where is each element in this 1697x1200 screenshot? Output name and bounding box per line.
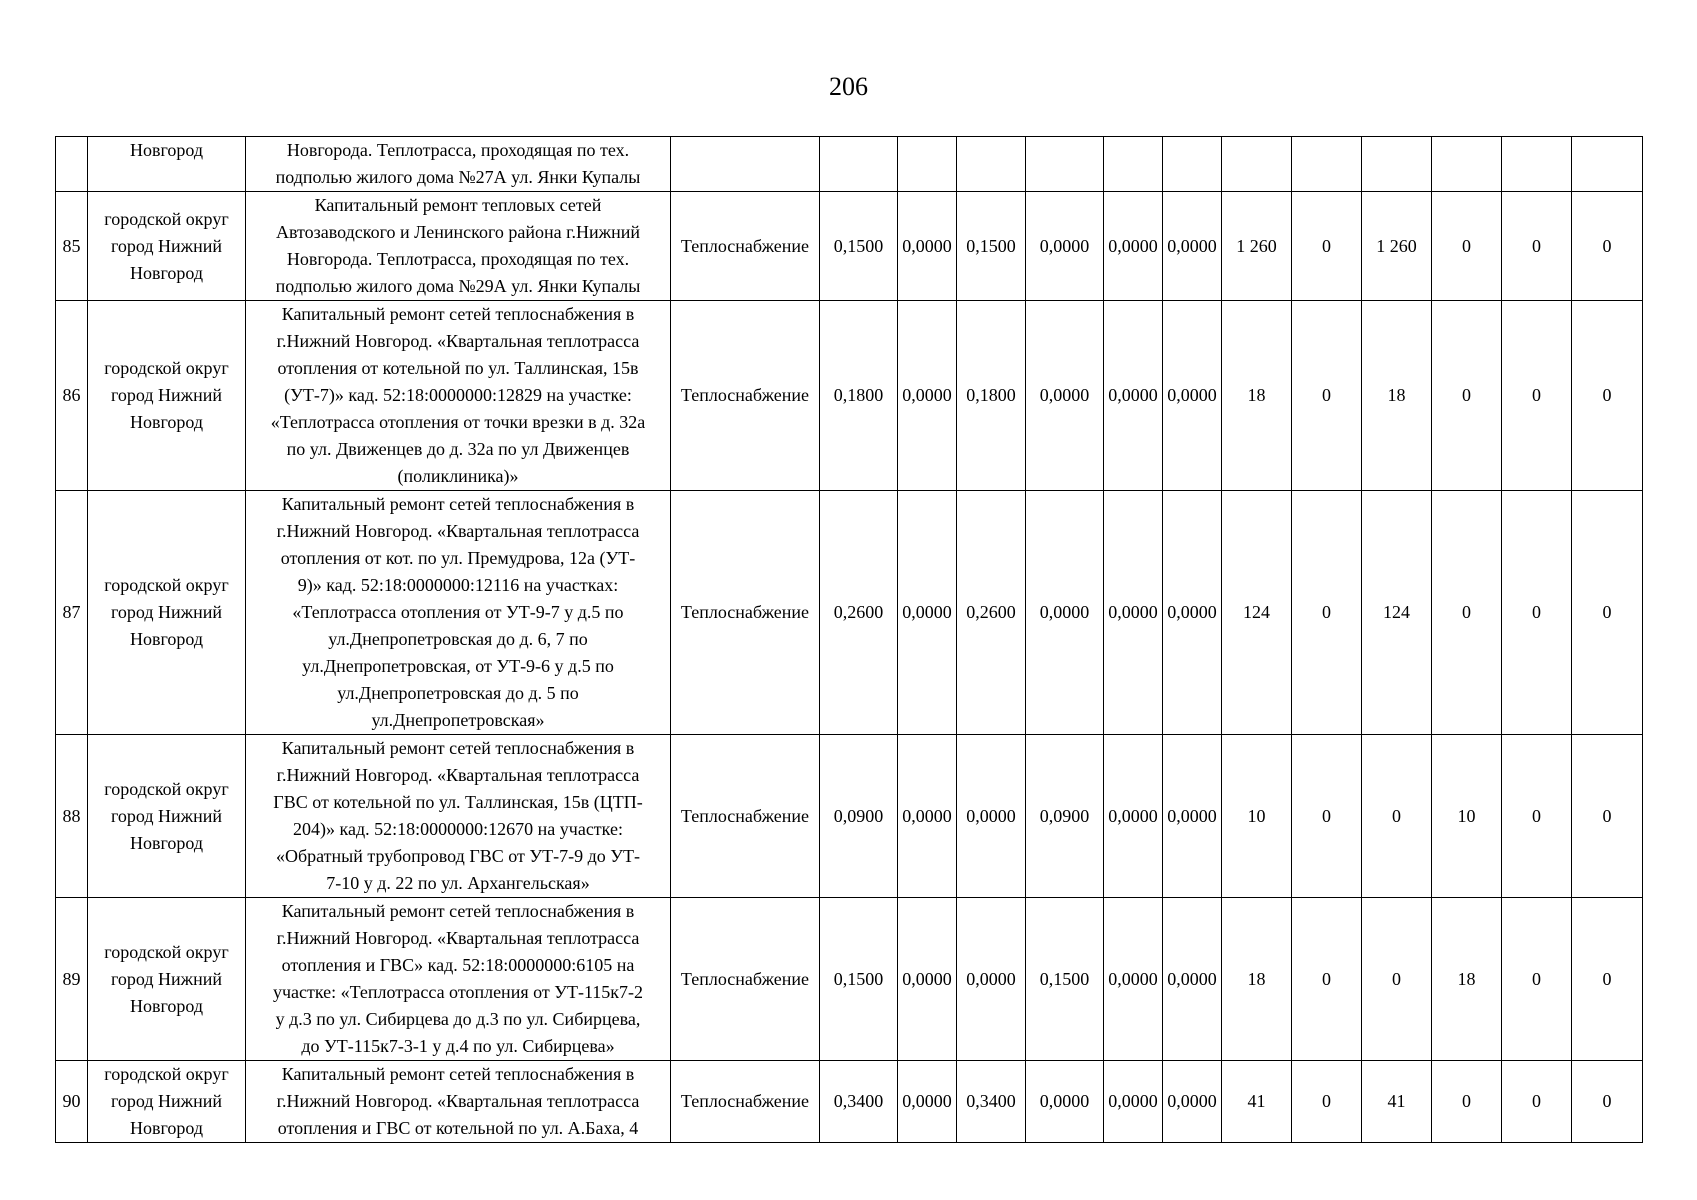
value-cell: 0,0900 xyxy=(820,735,898,898)
description-cell-line: (УТ-7)» кад. 52:18:0000000:12829 на участке: xyxy=(284,385,632,405)
municipality-cell-line: город Нижний xyxy=(110,805,223,826)
description-cell-line: отопления и ГВС» кад. 52:18:0000000:6105 на xyxy=(281,955,635,975)
value-cell: 0,1800 xyxy=(820,301,898,491)
value-cell: 0,1500 xyxy=(1026,898,1104,1061)
value-cell: 0,0000 xyxy=(1104,301,1163,491)
value-cell: 0,0000 xyxy=(1104,898,1163,1061)
value-cell: 0 xyxy=(1502,735,1572,898)
description-cell-line: подполью жилого дома №29А ул. Янки Купалы xyxy=(275,276,641,296)
value-cell: 0,0000 xyxy=(1104,491,1163,735)
description-cell-line: до УТ-115к7-3-1 у д.4 по ул. Сибирцева» xyxy=(301,1036,615,1056)
value-cell: 0 xyxy=(1362,735,1432,898)
value-cell: 0,0000 xyxy=(1163,301,1222,491)
value-cell: 0 xyxy=(1572,491,1643,735)
municipality-cell-line: городской округ xyxy=(104,941,229,962)
value-cell: 41 xyxy=(1222,1061,1292,1143)
value-cell: 0 xyxy=(1362,898,1432,1061)
municipality-cell-line: Новгород xyxy=(129,832,204,853)
value-cell: 0 xyxy=(1292,192,1362,301)
municipality-cell xyxy=(88,137,246,192)
value-cell: 124 xyxy=(1222,491,1292,735)
description-cell-line: г.Нижний Новгород. «Квартальная теплотрасса xyxy=(276,521,640,541)
value-cell: 0 xyxy=(1572,735,1643,898)
description-cell-line: Капитальный ремонт тепловых сетей xyxy=(314,195,602,215)
municipality-cell-line: город Нижний xyxy=(110,385,223,405)
value-cell: 0,1500 xyxy=(820,192,898,301)
type-cell: Теплоснабжение xyxy=(671,898,820,1061)
empty-cell xyxy=(1362,137,1432,192)
empty-cell xyxy=(898,137,957,192)
value-cell: 0,0000 xyxy=(1104,735,1163,898)
value-cell: 0,0000 xyxy=(898,735,957,898)
value-cell: 0,0000 xyxy=(1163,1061,1222,1143)
description-cell-line: отопления от котельной по ул. Таллинская, 15в xyxy=(277,358,639,378)
description-cell-line: 7-10 у д. 22 по ул. Архангельская» xyxy=(326,873,590,893)
empty-cell xyxy=(671,137,820,192)
description-cell-line: ул.Днепропетровская» xyxy=(371,710,545,730)
description-cell-line: отопления от кот. по ул. Премудрова, 12а (УТ- xyxy=(280,548,636,568)
table-body xyxy=(56,137,1643,1143)
empty-cell xyxy=(1572,137,1643,192)
row-number-cell: 88 xyxy=(56,735,88,898)
municipality-cell-line: город Нижний xyxy=(110,968,223,989)
value-cell: 0,0000 xyxy=(957,898,1026,1061)
empty-cell xyxy=(820,137,898,192)
description-cell-line: г.Нижний Новгород. «Квартальная теплотрасса xyxy=(276,1091,640,1111)
municipality-cell xyxy=(88,491,246,735)
type-cell: Теплоснабжение xyxy=(671,192,820,301)
municipality-cell-line: Новгород xyxy=(129,1118,204,1138)
value-cell: 0,0000 xyxy=(957,735,1026,898)
value-cell: 0,0000 xyxy=(1163,192,1222,301)
description-cell xyxy=(246,491,671,735)
value-cell: 0 xyxy=(1292,735,1362,898)
description-cell-line: (поликлиника)» xyxy=(397,466,519,486)
value-cell: 0,0000 xyxy=(1026,1061,1104,1143)
empty-cell xyxy=(1026,137,1104,192)
row-number-cell: 86 xyxy=(56,301,88,491)
value-cell: 0,0000 xyxy=(898,491,957,735)
value-cell: 0,1500 xyxy=(957,192,1026,301)
type-cell: Теплоснабжение xyxy=(671,735,820,898)
value-cell: 0 xyxy=(1572,301,1643,491)
description-cell xyxy=(246,735,671,898)
value-cell: 1 260 xyxy=(1222,192,1292,301)
description-cell-line: Новгорода. Теплотрасса, проходящая по тех. xyxy=(286,249,630,269)
description-cell-line: 9)» кад. 52:18:0000000:12116 на участках: xyxy=(297,575,619,595)
municipality-cell xyxy=(88,898,246,1061)
value-cell: 18 xyxy=(1222,898,1292,1061)
empty-cell xyxy=(1104,137,1163,192)
value-cell: 0,0000 xyxy=(1163,735,1222,898)
value-cell: 0,0000 xyxy=(898,192,957,301)
empty-cell xyxy=(1163,137,1222,192)
value-cell: 0,0000 xyxy=(1104,192,1163,301)
description-cell-line: у д.3 по ул. Сибирцева до д.3 по ул. Сибирцева, xyxy=(275,1009,641,1029)
municipality-cell-line: городской округ xyxy=(104,208,229,229)
municipality-cell-line: город Нижний xyxy=(110,602,223,622)
municipality-cell-line: Новгород xyxy=(129,412,204,432)
municipality-cell-line: Новгород xyxy=(129,140,204,160)
value-cell: 0 xyxy=(1432,1061,1502,1143)
table-row xyxy=(56,898,1643,1061)
municipality-cell-line: городской округ xyxy=(104,358,229,378)
description-cell xyxy=(246,137,671,192)
description-cell-line: г.Нижний Новгород. «Квартальная теплотрасса xyxy=(276,765,640,785)
type-cell: Теплоснабжение xyxy=(671,301,820,491)
value-cell: 0,2600 xyxy=(957,491,1026,735)
table-row-continuation xyxy=(56,137,1643,192)
value-cell: 0,0000 xyxy=(1163,898,1222,1061)
table-row xyxy=(56,735,1643,898)
description-cell-line: Капитальный ремонт сетей теплоснабжения в xyxy=(281,494,635,514)
value-cell: 0 xyxy=(1292,1061,1362,1143)
value-cell: 18 xyxy=(1222,301,1292,491)
municipality-cell xyxy=(88,301,246,491)
description-cell-line: Капитальный ремонт сетей теплоснабжения в xyxy=(281,1064,635,1084)
municipality-cell-line: Новгород xyxy=(129,262,204,283)
value-cell: 41 xyxy=(1362,1061,1432,1143)
value-cell: 10 xyxy=(1432,735,1502,898)
value-cell: 0,0000 xyxy=(1163,491,1222,735)
municipality-cell xyxy=(88,735,246,898)
value-cell: 18 xyxy=(1432,898,1502,1061)
description-cell-line: участке: «Теплотрасса отопления от УТ-115к7-2 xyxy=(272,982,644,1002)
value-cell: 0,0000 xyxy=(1026,491,1104,735)
description-cell-line: подполью жилого дома №27А ул. Янки Купалы xyxy=(275,167,641,187)
value-cell: 0 xyxy=(1432,192,1502,301)
table-row xyxy=(56,1061,1643,1143)
description-cell-line: Капитальный ремонт сетей теплоснабжения в xyxy=(281,901,635,921)
description-cell-line: «Обратный трубопровод ГВС от УТ-7-9 до УТ- xyxy=(276,846,640,866)
description-cell-line: «Теплотрасса отопления от УТ-9-7 у д.5 по xyxy=(292,602,624,622)
row-number-cell: 85 xyxy=(56,192,88,301)
value-cell: 0 xyxy=(1502,192,1572,301)
value-cell: 0 xyxy=(1572,192,1643,301)
page-number: 206 xyxy=(829,72,868,101)
value-cell: 0,1800 xyxy=(957,301,1026,491)
row-number-cell: 90 xyxy=(56,1061,88,1143)
description-cell-line: отопления и ГВС от котельной по ул. А.Баха, 4 xyxy=(277,1118,639,1138)
value-cell: 0,3400 xyxy=(820,1061,898,1143)
row-number-cell: 87 xyxy=(56,491,88,735)
municipality-cell-line: Новгород xyxy=(129,629,204,649)
value-cell: 0,1500 xyxy=(820,898,898,1061)
row-number-cell xyxy=(56,137,88,192)
table-row xyxy=(56,491,1643,735)
value-cell: 0,0000 xyxy=(898,1061,957,1143)
value-cell: 0,2600 xyxy=(820,491,898,735)
value-cell: 124 xyxy=(1362,491,1432,735)
empty-cell xyxy=(1222,137,1292,192)
empty-cell xyxy=(1292,137,1362,192)
value-cell: 0 xyxy=(1572,898,1643,1061)
table-row xyxy=(56,192,1643,301)
value-cell: 0 xyxy=(1502,1061,1572,1143)
value-cell: 0 xyxy=(1292,301,1362,491)
value-cell: 0,3400 xyxy=(957,1061,1026,1143)
description-cell-line: Капитальный ремонт сетей теплоснабжения в xyxy=(281,304,635,324)
value-cell: 0,0900 xyxy=(1026,735,1104,898)
value-cell: 0,0000 xyxy=(898,301,957,491)
value-cell: 0 xyxy=(1292,491,1362,735)
description-cell xyxy=(246,301,671,491)
value-cell: 18 xyxy=(1362,301,1432,491)
description-cell xyxy=(246,898,671,1061)
description-cell-line: Новгорода. Теплотрасса, проходящая по тех. xyxy=(286,140,630,160)
value-cell: 0 xyxy=(1432,491,1502,735)
description-cell-line: 204)» кад. 52:18:0000000:12670 на участке: xyxy=(293,819,623,839)
municipality-cell-line: городской округ xyxy=(104,575,229,595)
municipality-cell-line: городской округ xyxy=(104,778,229,799)
description-cell-line: по ул. Движенцев до д. 32а по ул Движенцев xyxy=(286,439,630,459)
row-number-cell: 89 xyxy=(56,898,88,1061)
description-cell-line: ул.Днепропетровская до д. 5 по xyxy=(337,683,579,703)
table-row xyxy=(56,301,1643,491)
description-cell-line: Автозаводского и Ленинского района г.Нижний xyxy=(276,222,640,242)
works-table xyxy=(55,136,1643,1143)
value-cell: 0,0000 xyxy=(1026,192,1104,301)
description-cell-line: г.Нижний Новгород. «Квартальная теплотрасса xyxy=(276,331,640,351)
value-cell: 0,0000 xyxy=(1026,301,1104,491)
value-cell: 0,0000 xyxy=(898,898,957,1061)
value-cell: 0,0000 xyxy=(1104,1061,1163,1143)
value-cell: 0 xyxy=(1502,898,1572,1061)
municipality-cell xyxy=(88,1061,246,1143)
value-cell: 0 xyxy=(1292,898,1362,1061)
description-cell-line: «Теплотрасса отопления от точки врезки в д. 32а xyxy=(270,412,646,432)
value-cell: 0 xyxy=(1432,301,1502,491)
empty-cell xyxy=(957,137,1026,192)
description-cell-line: Капитальный ремонт сетей теплоснабжения в xyxy=(281,738,635,758)
municipality-cell-line: город Нижний xyxy=(110,235,223,256)
description-cell-line: ул.Днепропетровская до д. 6, 7 по xyxy=(328,629,588,649)
description-cell-line: ГВС от котельной по ул. Таллинская, 15в (ЦТП- xyxy=(273,792,643,812)
municipality-cell-line: городской округ xyxy=(104,1064,229,1084)
value-cell: 0 xyxy=(1502,301,1572,491)
municipality-cell xyxy=(88,192,246,301)
description-cell xyxy=(246,192,671,301)
municipality-cell-line: город Нижний xyxy=(110,1091,223,1111)
description-cell-line: г.Нижний Новгород. «Квартальная теплотрасса xyxy=(276,928,640,948)
value-cell: 1 260 xyxy=(1362,192,1432,301)
type-cell: Теплоснабжение xyxy=(671,1061,820,1143)
empty-cell xyxy=(1432,137,1502,192)
type-cell: Теплоснабжение xyxy=(671,491,820,735)
empty-cell xyxy=(1502,137,1572,192)
municipality-cell-line: Новгород xyxy=(129,995,204,1016)
value-cell: 0 xyxy=(1572,1061,1643,1143)
value-cell: 10 xyxy=(1222,735,1292,898)
description-cell-line: ул.Днепропетровская, от УТ-9-6 у д.5 по xyxy=(302,656,614,676)
value-cell: 0 xyxy=(1502,491,1572,735)
description-cell xyxy=(246,1061,671,1143)
